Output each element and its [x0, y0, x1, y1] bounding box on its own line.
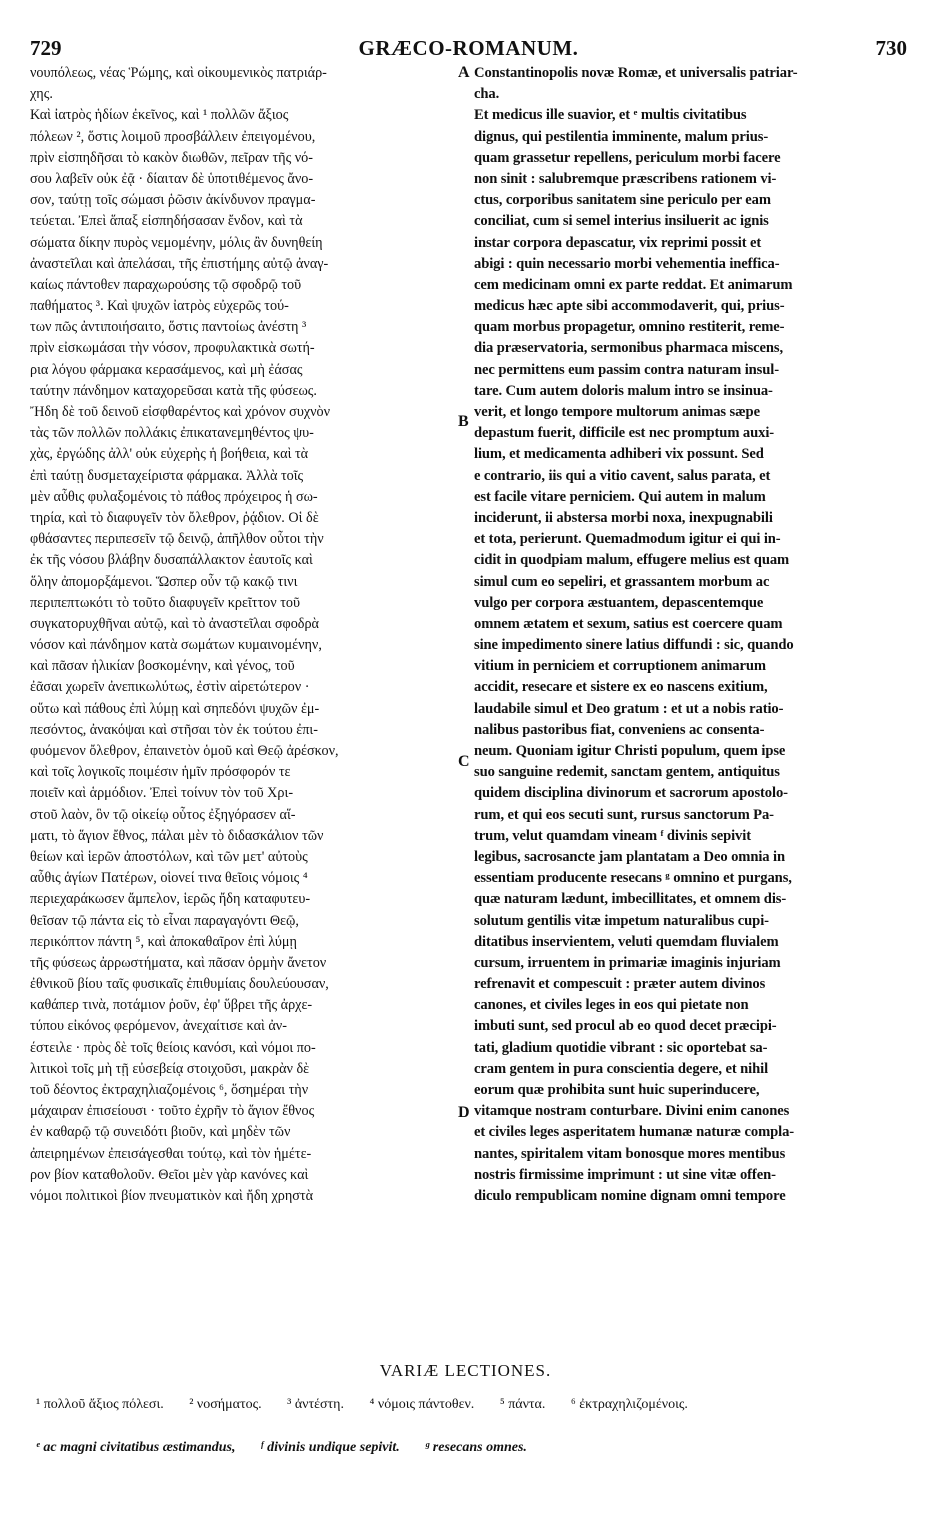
greek-note: ⁴ νόμοις πάντοθεν. — [369, 1397, 475, 1412]
variae-lectiones-title: VARIÆ LECTIONES. — [379, 1361, 552, 1380]
latin-text-line: instar corpora depascatur, vix reprimi possit et — [474, 234, 762, 251]
greek-text-line: τὰς τῶν πολλῶν πολλάκις ἐπικατανεμηθέντος ψυ- — [30, 425, 314, 442]
latin-text-line: Constantinopolis novæ Romæ, et universalis patriar- — [474, 65, 798, 81]
latin-text-line: quam grassetur repellens, periculum morbi facere — [474, 149, 781, 166]
latin-text-line: tare. Cum autem doloris malum intro se insinua- — [474, 382, 773, 399]
latin-text-line: neum. Quoniam igitur Christi populum, quem ipse — [474, 743, 786, 759]
latin-text-line: cram gentem in pura conscientia degere, et nihil — [474, 1060, 769, 1077]
greek-text-line: τεύεται. Ἐπεὶ ἅπαξ εἰσπηδήσασαν ἔνδον, καὶ τὰ — [30, 213, 303, 230]
greek-note: ³ ἀντέστη. — [287, 1397, 344, 1412]
latin-text-line: vulgo per corpora æstuantem, depascentemque — [474, 594, 764, 611]
greek-text-line: μάχαιραν ἐπισείουσι · τοῦτο ἐχρῆν τὸ ἅγιον ἔθνος — [30, 1103, 315, 1120]
running-header — [30, 36, 907, 62]
greek-text-line: χὰς, ἐργώδης ἀλλ' οὐκ εὐχερὴς ἡ βοήθεια, καὶ τὰ — [30, 446, 309, 463]
latin-text-line: et civiles leges asperitatem humanæ naturæ compla- — [474, 1124, 795, 1141]
greek-text-line: τηρία, καὶ τὸ διαφυγεῖν τὸν ὄλεθρον, ῥᾴδιον. Οἱ δὲ — [30, 509, 319, 526]
greek-text-line: νουπόλεως, νέας Ῥώμης, καὶ οἰκουμενικὸς πατριάρ- — [30, 65, 327, 81]
greek-note: ⁵ πάντα. — [499, 1397, 546, 1412]
greek-text-line: μὲν αὖθις φυλαξομένοις τὸ πάθος πρόχειρος ἡ σω- — [30, 488, 318, 505]
latin-text-line: medicus hæc apte sibi accommodaverit, qui, prius- — [474, 298, 785, 315]
greek-text-line: ὅλην ἀπομορξάμενοι. Ὥσπερ οὖν τῷ κακῷ τινι — [30, 573, 298, 590]
running-title: GRÆCO-ROMANUM. — [358, 36, 579, 60]
latin-text-line: quæ naturam lædunt, imbecillitates, et omnem dis- — [474, 891, 787, 908]
latin-text-line: Et medicus ille suavior, et ᵉ multis civitatibus — [474, 107, 747, 124]
greek-text-line: ἐκ τῆς νόσου βλάβην δυσαπάλλακτον ἑαυτοῖς καὶ — [30, 552, 313, 569]
latin-text-line: ctus, corporibus sanitatem sine periculo per eam — [474, 192, 771, 209]
latin-text-line: vitium in perniciem et corruptionem animarum — [474, 658, 766, 675]
greek-text-line: λιτικοὶ τοῖς μὴ τῇ εὐσεβείᾳ στοιχοῦσι, μακρὰν δὲ — [30, 1060, 310, 1077]
greek-text-line: ἐν καθαρῷ τῷ συνειδότι βιοῦν, καὶ μηδὲν τῶν — [30, 1124, 291, 1141]
variae-greek-notes — [36, 1397, 906, 1413]
greek-note: ⁶ ἐκτραχηλιζομένοις. — [570, 1397, 688, 1412]
latin-text-line: simul cum eo sepeliri, et grassantem morbum ac — [474, 573, 770, 590]
greek-text-line: ρον βίον καταθολοῦν. Θεῖοι μὲν γὰρ κανόνες καὶ — [30, 1166, 309, 1183]
greek-text-line: πεσόντος, ἀνακόψαι καὶ στῆσαι τὸν ἐκ τούτου ἐπι- — [30, 721, 318, 738]
greek-note: ¹ πολλοῦ ἄξιος πόλεσι. — [36, 1397, 164, 1412]
greek-text-line: αὖθις ἁγίων Πατέρων, οἱονεί τινα θεῖοις νόμοις ⁴ — [30, 870, 308, 887]
greek-text-line: συγκατορυχθῆναι αὐτῷ, καὶ τὸ ἀναστεῖλαι σφοδρὰ — [30, 615, 319, 632]
greek-text-line: σώματα δίκην πυρὸς νεμομένην, μόλις ἂν δυνηθείη — [30, 234, 323, 251]
latin-text-line: nostris firmissime imprimunt : ut sine vitæ offen- — [474, 1166, 776, 1183]
latin-text-line: canones, et civiles leges in eos qui pietate non — [474, 997, 749, 1014]
latin-column — [474, 63, 904, 1207]
greek-text-line: ματι, τὸ ἅγιον ἔθνος, πάλαι μὲν τὸ διδασκάλιον τῶν — [30, 827, 324, 844]
page-number-right: 730 — [875, 36, 907, 60]
latin-note: ᶠ divinis undique sepivit. — [261, 1440, 400, 1455]
greek-text-line: ρια λόγου φάρμακα κερασάμενος, καὶ μὴ ἐάσας — [30, 361, 303, 378]
greek-text-line: θείων καὶ ἱερῶν ἀποστόλων, καὶ τῶν μετ' αὐτοὺς — [30, 848, 308, 865]
latin-text-line: verit, et longo tempore multorum animas sæpe — [474, 404, 760, 420]
greek-text-line: Ἤδη δὲ τοῦ δεινοῦ εἰσφθαρέντος καὶ χρόνον συχνὸν — [30, 404, 331, 420]
greek-text-line: ταύτην πάνδημον καταχορεῦσαι κατὰ τῆς φύσεως. — [30, 382, 317, 399]
latin-text-line: cha. — [474, 86, 500, 103]
greek-text-line: περικόπτον πάντη ⁵, καὶ ἀποκαθαῖρον ἐπὶ λύμῃ — [30, 933, 297, 950]
greek-text-line: χης. — [30, 86, 53, 103]
latin-text-line: cem medicinam omni ex parte reddat. Et animarum — [474, 276, 793, 293]
latin-text-line: cidit in quodpiam malum, effugere melius est quam — [474, 552, 790, 569]
latin-text-line: essentiam producente resecans ᵍ omnino et purgans, — [474, 870, 792, 887]
greek-text-line: οὕτω καὶ πάθους ἐπὶ λύμῃ καὶ σηπεδόνι ψυχῶν ἐμ- — [30, 700, 320, 717]
greek-text-line: στοῦ λαὸν, ὃν τῷ οἰκείῳ οὗτος ἐξηγόρασεν αἵ- — [30, 806, 296, 823]
latin-text-line: nalibus pastoribus fiat, conveniens ac consenta- — [474, 721, 765, 738]
latin-note: ᵉ ac magni civitatibus æstimandus, — [36, 1440, 236, 1455]
greek-text-line: θεῖσαν τῷ πάντα εἰς τὸ εἶναι παραγαγόντι Θεῷ, — [30, 912, 299, 929]
greek-text-line: καθάπερ τινὰ, ποτάμιον ῥοῦν, ἐφ' ὕβρει τῆς ἀρχε- — [30, 997, 313, 1014]
greek-text-line: καὶ πᾶσαν ἡλικίαν βοσκομένην, καὶ γένος, τοῦ — [30, 658, 295, 675]
margin-letter-c: C — [458, 753, 470, 770]
latin-note: ᵍ resecans omnes. — [425, 1440, 527, 1455]
greek-text-line: παθήματος ³. Καὶ ψυχῶν ἰατρὸς εὐχερῶς τού- — [30, 298, 289, 315]
greek-text-line: των πῶς ἀντιποιήσαιτο, ὅστις παντοίως ἀνέστη ³ — [30, 319, 307, 336]
greek-text-line: τῆς φύσεως ἀρρωστήματα, καὶ πᾶσαν ὁρμὴν ἄνετον — [30, 954, 327, 971]
greek-text-line: καίως πάντοθεν παραχωρούσης τῷ σφοδρῷ τοῦ — [30, 276, 302, 293]
latin-text-line: inciderunt, ii abstersa morbi noxa, inexpugnabili — [474, 509, 773, 526]
greek-text-line: νόσον καὶ πάνδημον κατὰ σωμάτων κυμαινομένην, — [30, 637, 322, 654]
greek-text-line: ἐθνικοῦ βίου ταῖς φυσικαῖς ἐπιθυμίαις δουλεύουσαν, — [30, 976, 329, 993]
latin-text-line: nantes, spiritalem vitam bonosque mores mentibus — [474, 1145, 786, 1162]
latin-text-line: est facile vitare perniciem. Qui autem in malum — [474, 488, 766, 505]
latin-text-line: tati, gladium quotidie vibrant : sic oportebat sa- — [474, 1039, 768, 1056]
latin-text-line: suo sanguine redemit, sanctam gentem, antiquitus — [474, 764, 780, 781]
latin-text-line: eorum quæ prohibita sunt huic superinducere, — [474, 1082, 760, 1098]
latin-text-line: accidit, resecare et sistere ex eo nascens exitium, — [474, 679, 768, 696]
latin-text-line: imbuti sunt, sed procul ab eo quod decet præcipi- — [474, 1018, 777, 1035]
page-number-left: 729 — [30, 36, 62, 60]
latin-text-line: nec permittens eum passim contra naturam insul- — [474, 361, 779, 378]
greek-text-line: ἐπὶ ταύτῃ δυσμεταχείριστα φάρμακα. Ἀλλὰ τοῖς — [30, 467, 304, 484]
greek-text-line: πρὶν εἰσκωμάσαι τὴν νόσον, προφυλακτικὰ σωτή- — [30, 340, 315, 357]
latin-text-line: conciliat, cum si semel interius insiluerit ac ignis — [474, 213, 769, 230]
greek-text-line: περιεχαράκωσεν ἄμπελον, ἱερῶς ἤδη καταφυτευ- — [30, 891, 311, 908]
greek-text-line: σου λαβεῖν οὐκ ἐᾷ · δίαιταν δὲ ὑποτιθέμενος ἄνο- — [30, 170, 314, 187]
latin-text-line: diculo rempublicam nomine dignam omni tempore — [474, 1187, 786, 1204]
latin-text-line: dia præservatoria, sermonibus pharmaca miscens, — [474, 340, 784, 357]
latin-text-line: e contrario, iis qui a vitio cavent, salus parata, et — [474, 467, 771, 484]
margin-letter-a: A — [458, 64, 470, 81]
latin-text-line: quam morbus propagetur, omnino restiterit, reme- — [474, 319, 785, 336]
greek-text-line: ἐᾶσαι χωρεῖν ἀνεπικωλύτως, ἐστὶν αἱρετώτερον · — [30, 679, 310, 696]
margin-letter-d: D — [458, 1104, 470, 1121]
latin-text-line: rum, et qui eos secuti sunt, rursus sanctorum Pa- — [474, 806, 774, 823]
greek-text-line: πόλεων ², ὅστις λοιμοῦ προσβάλλειν ἐπειγομένου, — [30, 128, 316, 145]
greek-text-line: πρὶν εἰσπηδῆσαι τὸ κακὸν διωθῶν, πεῖραν τῆς νό- — [30, 149, 313, 166]
latin-text-line: et tota, perierunt. Quemadmodum igitur ei qui in- — [474, 531, 781, 548]
greek-text-line: περιπεπτωκότι τὸ τοῦτο διαφυγεῖν κρεῖττον τοῦ — [30, 594, 301, 611]
greek-text-line: σον, ταύτῃ τοῖς σώμασι ῥῶσιν ἀκίνδυνον πραγμα- — [30, 192, 316, 209]
latin-text-line: sine impedimento sinere latius diffundi : sic, quando — [474, 637, 794, 654]
latin-text-line: solutum gentilis vitæ impetum naturalibus cupi- — [474, 912, 769, 929]
greek-text-line: φθάσαντες περιπεσεῖν τῷ δεινῷ, ἀπῆλθον οὗτοι τὴν — [30, 531, 324, 548]
greek-text-line: καὶ τοῖς λογικοῖς ποιμέσιν ἡμῖν πρόσφορόν τε — [30, 764, 291, 781]
margin-letter-b: B — [458, 413, 469, 430]
latin-text-line: refrenavit et compescuit : præter autem divinos — [474, 976, 766, 993]
latin-text-line: dignus, qui pestilentia imminente, malum prius- — [474, 128, 769, 145]
latin-text-line: vitamque nostram conturbare. Divini enim canones — [474, 1103, 790, 1120]
greek-column — [30, 63, 458, 1207]
greek-text-line: έστειλε · πρὸς δὲ τοῖς θείοις κανόσι, καὶ νόμοι πο- — [30, 1039, 316, 1056]
latin-text-line: laudabile simul et Deo gratum : et ut a nobis ratio- — [474, 700, 784, 717]
greek-text-line: νόμοι πολιτικοὶ βίον πνευματικὸν καὶ ἤδη χρηστὰ — [30, 1187, 314, 1204]
latin-text-line: legibus, sacrosancte jam plantatam a Deo omnia in — [474, 848, 786, 865]
greek-text-line: Καὶ ἰατρὸς ἡδίων ἐκεῖνος, καὶ ¹ πολλῶν ἄξιος — [30, 107, 289, 124]
greek-text-line: ποιεῖν καὶ ἁρμόδιον. Ἐπεὶ τοίνυν τὸν τοῦ Χρι- — [30, 785, 294, 802]
variae-latin-notes — [36, 1440, 906, 1456]
latin-text-line: ditatibus inservientem, veluti quemdam fluvialem — [474, 933, 779, 950]
greek-text-line: φυόμενον ὄλεθρον, ἐπαινετὸν ὁμοῦ καὶ Θεῷ ἀρέσκον, — [30, 743, 339, 759]
greek-text-line: τοῦ δέοντος ἐκτραχηλιαζομένοις ⁶, ὅσημέραι τὴν — [30, 1082, 309, 1098]
greek-note: ² νοσήματος. — [189, 1397, 262, 1412]
latin-text-line: quidem disciplina divinorum et sacrorum apostolo- — [474, 785, 788, 802]
latin-text-line: non sinit : salubremque præscribens rationem vi- — [474, 170, 777, 187]
latin-text-line: omnem ætatem et sexum, satius est coercere quam — [474, 615, 783, 632]
greek-text-line: ἀναστεῖλαι καὶ ἀπελάσαι, τῆς ἐπιστήμης αὐτῷ ἀναγ- — [30, 255, 329, 272]
latin-text-line: depastum fuerit, difficile est nec promptum auxi- — [474, 425, 775, 442]
latin-text-line: trum, velut quamdam vineam ᶠ divinis sepivit — [474, 827, 751, 844]
latin-text-line: cursum, irruentem in primariæ imaginis injuriam — [474, 954, 781, 971]
latin-text-line: lium, et medicamenta adhiberi vix possunt. Sed — [474, 446, 764, 463]
latin-text-line: abigi : quin necessario morbi vehementia ineffica- — [474, 255, 780, 272]
greek-text-line: τύπου εἰκόνος φερόμενον, ἀνεχαίτισε καὶ ἀν- — [30, 1018, 287, 1035]
greek-text-line: ἀπειρημένων ἐπεισάγεσθαι τούτῳ, καὶ τὸν ἡμέτε- — [30, 1145, 312, 1162]
